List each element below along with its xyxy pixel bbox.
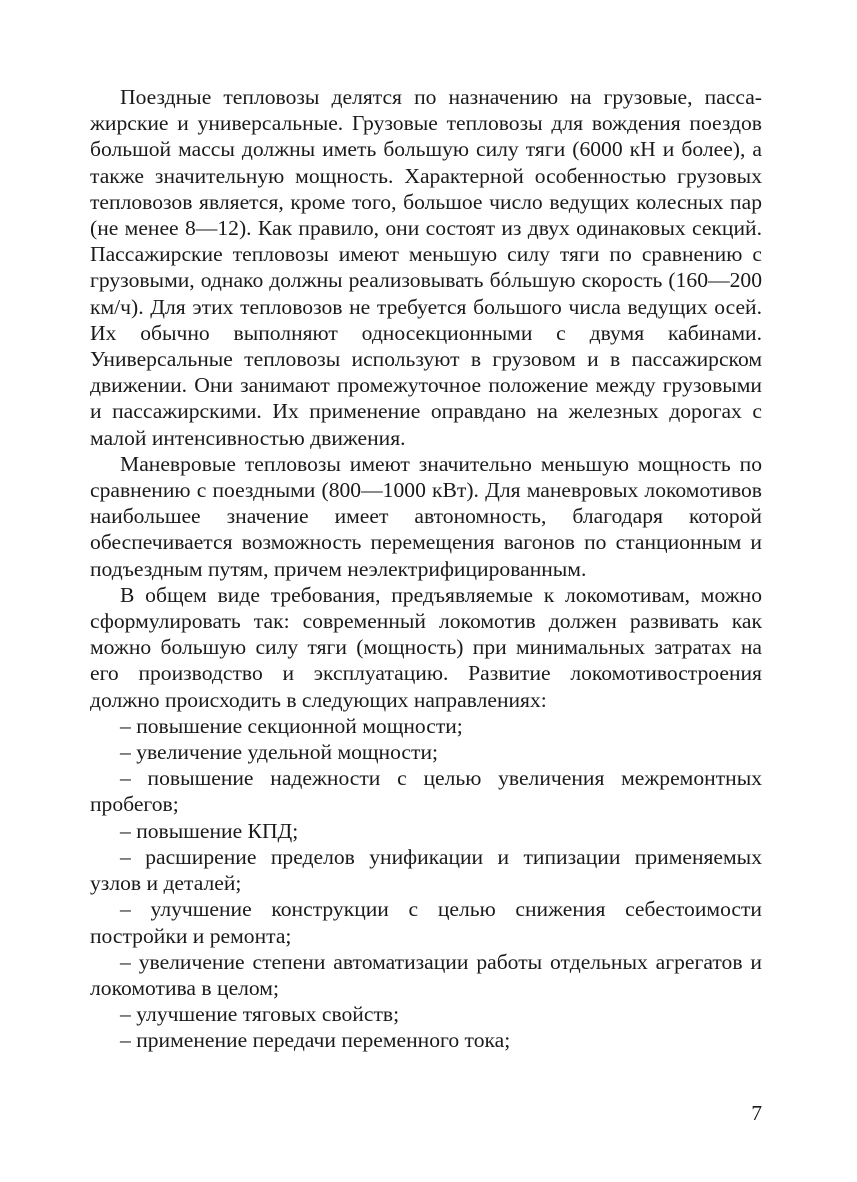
list-item: – повышение надежности с целью увеличения межремонтных пробегов; (90, 766, 762, 817)
list-item: – увеличение удельной мощности; (120, 740, 439, 765)
list-item: – расширение пределов унификации и типизации применяемых узлов и деталей; (90, 844, 762, 896)
paragraph-shunting-locomotives: Маневровые тепловозы имеют значительно меньшую мощность по сравнению с поездными (800—1000 кВт). Для маневровых локомотивов наибольшее значение имеет автономность, благодаря которой обеспечивается возможность перемещения вагонов по станционным и подъездным путям, причем неэлектрифицированным. (90, 451, 762, 581)
paragraph-freight-passenger-locomotives: Поездные тепловозы делятся по назначению на грузовые, пассажирские и универсальные. Грузовые тепловозы для вождения поездов большой массы должны иметь большую силу тяги (6000 кН и более), а также значительную мощность. Характерной особенностью грузовых тепловозов является, кроме того, большое число ведущих колесных пар (не менее 8—12). Как правило, они состоят из двух одинаковых секций. Пассажирские тепловозы имеют меньшую силу тяги по сравнению с грузовыми, однако должны реализовывать бóльшую скорость (160—200 км/ч). Для этих тепловозов не требуется большого числа ведущих осей. Их обычно выполняют односекционными с двумя кабинами. Универсальные тепловозы используют в грузовом и в пассажирском движении. Они занимают промежуточное положение между грузовыми и пассажирскими. Их применение оправдано на железных дорогах с малой интенсивностью движения. (90, 85, 762, 450)
list-item: – увеличение степени автоматизации работы отдельных агрегатов и локомотива в целом; (90, 949, 762, 1000)
list-item: – улучшение конструкции с целью снижения себестоимости постройки и ремонта; (90, 897, 762, 948)
development-directions-list (90, 713, 762, 1054)
list-item: – повышение КПД; (120, 818, 299, 843)
page-body (90, 84, 762, 1054)
list-item: – повышение секционной мощности; (120, 713, 463, 738)
list-item: – улучшение тяговых свойств; (120, 1002, 400, 1027)
list-item: – применение передачи переменного тока; (120, 1028, 511, 1053)
paragraph-requirements: В общем виде требования, предъявляемые к локомотивам, можно сформулировать так: современный локомотив должен развивать как можно большую силу тяги (мощность) при минимальных затратах на его производство и эксплуатацию. Развитие локомотивостроения должно происходить в следующих направлениях: (90, 582, 762, 712)
page-number: 7 (751, 1101, 762, 1125)
